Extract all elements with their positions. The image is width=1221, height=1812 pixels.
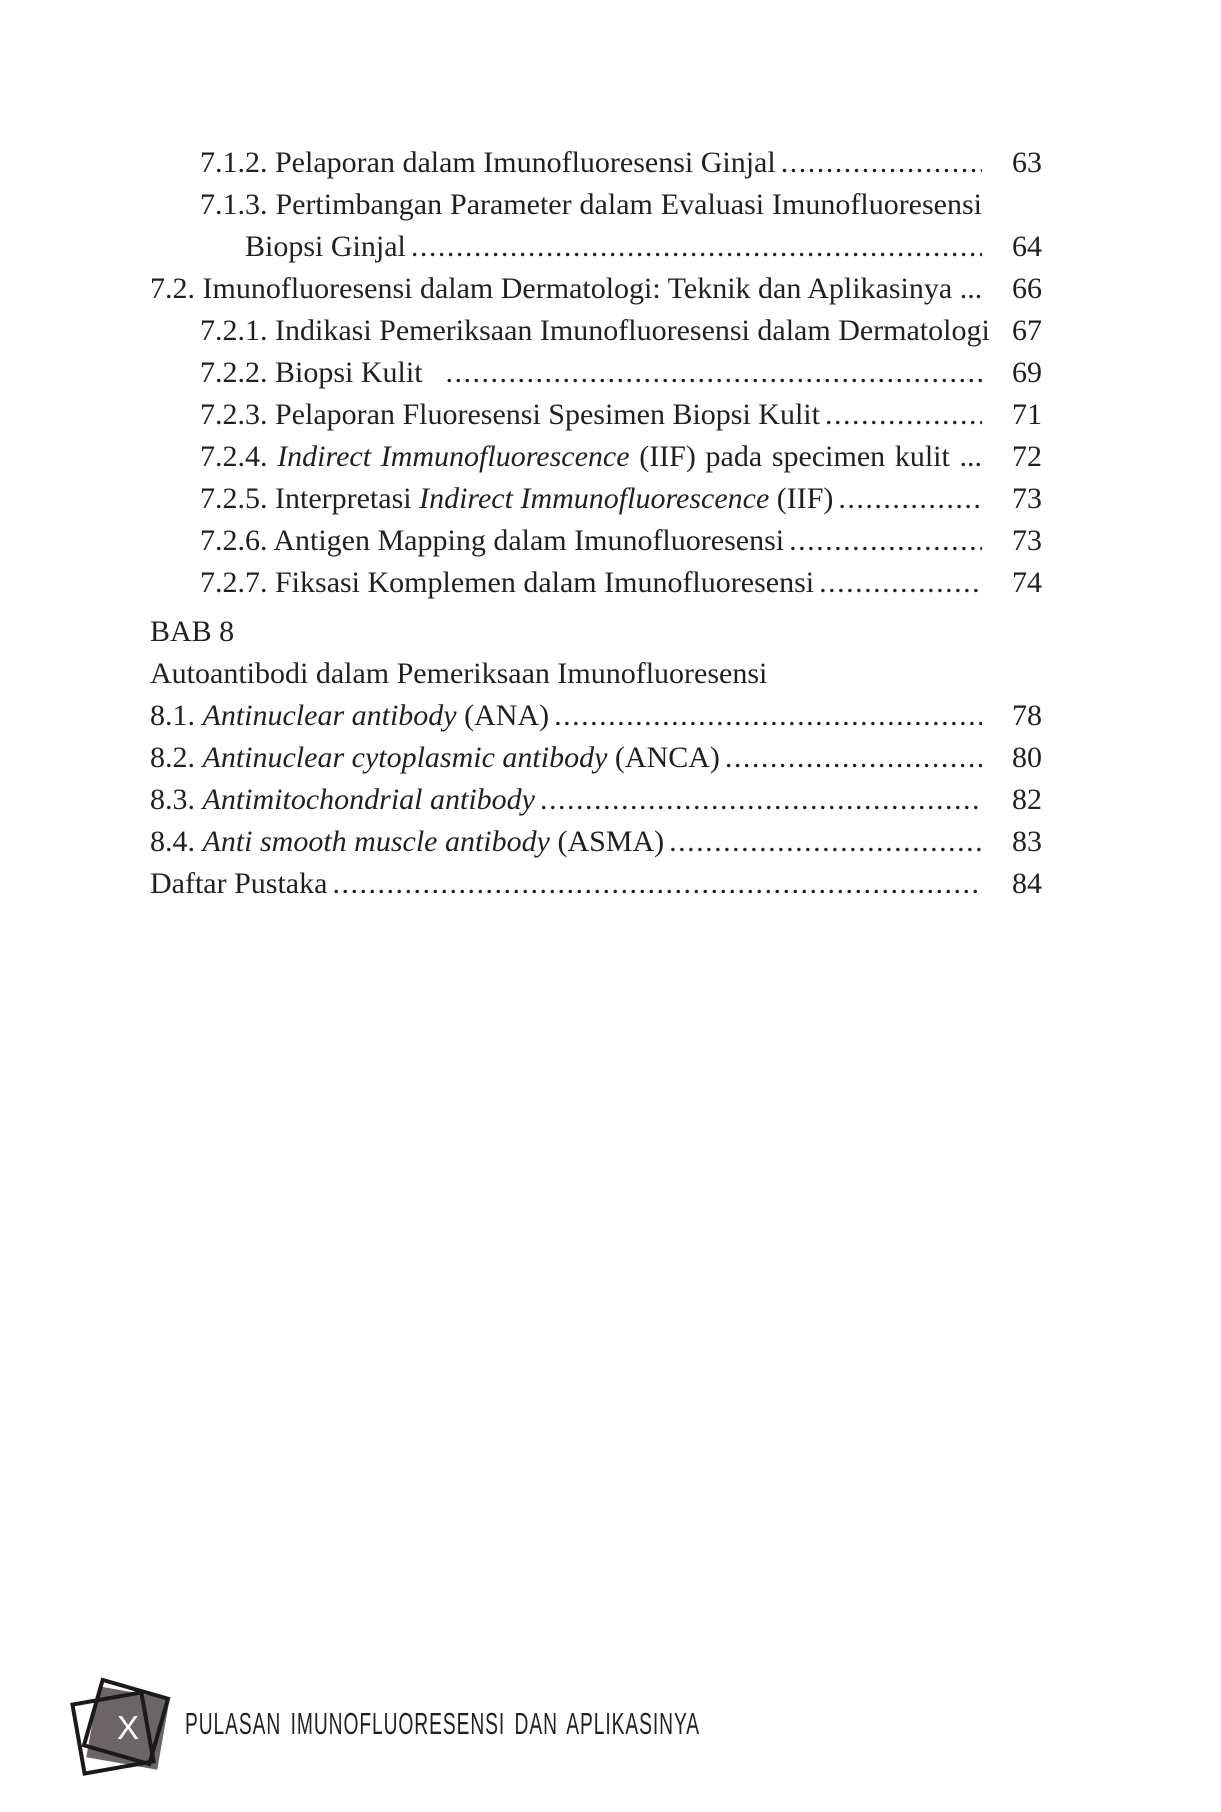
toc-entry-text: 7.2.6. Antigen Mapping dalam Imunofluoresensi bbox=[200, 524, 785, 557]
toc-entry bbox=[150, 436, 1042, 478]
toc-entry-text: 7.1.3. Pertimbangan Parameter dalam Evaluasi Imunofluoresensi bbox=[200, 188, 982, 221]
toc-entry bbox=[150, 520, 1042, 562]
toc-entry-text: Biopsi Ginjal bbox=[245, 230, 406, 263]
toc-page-number: 72 bbox=[1012, 440, 1042, 473]
toc-entry bbox=[150, 184, 1042, 226]
running-title: PULASAN IMUNOFLUORESENSI DAN APLIKASINYA bbox=[185, 1706, 701, 1741]
toc-entry-text: 7.2. Imunofluoresensi dalam Dermatologi: Teknik dan Aplikasinya ... bbox=[150, 272, 983, 305]
toc-page-number: 78 bbox=[1012, 699, 1042, 732]
toc-entry-text: 7.2.1. Indikasi Pemeriksaan Imunofluoresensi dalam Dermatologi bbox=[200, 314, 990, 347]
toc-entry-text: 7.2.3. Pelaporan Fluoresensi Spesimen Biopsi Kulit bbox=[200, 398, 820, 431]
toc-entry-text: 7.2.4. Indirect Immunofluorescence (IIF) pada specimen kulit ... bbox=[200, 440, 983, 473]
toc-page-number: 84 bbox=[1012, 867, 1042, 900]
dot-leader bbox=[720, 737, 982, 779]
dot-leader bbox=[814, 562, 982, 604]
toc-entry bbox=[150, 695, 1042, 737]
dot-leader bbox=[776, 142, 982, 184]
toc-page-number: 67 bbox=[1012, 314, 1042, 347]
toc-entry-text: 7.2.7. Fiksasi Komplemen dalam Imunofluoresensi bbox=[200, 566, 815, 599]
toc-entry-text: Daftar Pustaka bbox=[150, 867, 328, 900]
dot-leader bbox=[535, 779, 982, 821]
chapter-heading-text: Autoantibodi dalam Pemeriksaan Imunofluoresensi bbox=[150, 657, 768, 690]
table-of-contents bbox=[150, 142, 1042, 905]
toc-entry-text: 7.2.5. Interpretasi Indirect Immunofluorescence (IIF) bbox=[200, 482, 834, 515]
toc-entry-text: 8.3. Antimitochondrial antibody bbox=[150, 783, 535, 816]
page-number-roman: X bbox=[116, 1709, 139, 1746]
toc-entry bbox=[150, 737, 1042, 779]
dot-leader bbox=[327, 863, 982, 905]
chapter-heading-text: BAB 8 bbox=[150, 615, 235, 648]
dot-leader bbox=[784, 520, 982, 562]
dot-leader bbox=[423, 352, 982, 394]
toc-entry bbox=[150, 779, 1042, 821]
toc-page-number: 73 bbox=[1012, 524, 1042, 557]
toc-page-number: 71 bbox=[1012, 398, 1042, 431]
dot-leader bbox=[833, 478, 982, 520]
footer-logo bbox=[72, 1678, 184, 1798]
toc-entry-text: 7.2.2. Biopsi Kulit bbox=[200, 356, 423, 389]
toc-entry bbox=[150, 394, 1042, 436]
page-footer bbox=[0, 1670, 1221, 1812]
toc-page-number: 64 bbox=[1012, 230, 1042, 263]
toc-page-number: 74 bbox=[1012, 566, 1042, 599]
dot-leader bbox=[406, 226, 982, 268]
toc-entry bbox=[150, 863, 1042, 905]
toc-page-number: 82 bbox=[1012, 783, 1042, 816]
toc-page-number: 69 bbox=[1012, 356, 1042, 389]
toc-entry bbox=[150, 352, 1042, 394]
chapter-heading bbox=[150, 611, 1042, 653]
toc-page-number: 80 bbox=[1012, 741, 1042, 774]
toc-entry-text: 8.2. Antinuclear cytoplasmic antibody (ANCA) bbox=[150, 741, 720, 774]
dot-leader bbox=[664, 821, 982, 863]
toc-page-number: 73 bbox=[1012, 482, 1042, 515]
toc-entry-text: 7.1.2. Pelaporan dalam Imunofluoresensi Ginjal bbox=[200, 146, 776, 179]
toc-entry bbox=[150, 821, 1042, 863]
dot-leader bbox=[820, 394, 982, 436]
toc-entry-text: 8.1. Antinuclear antibody (ANA) bbox=[150, 699, 550, 732]
toc-entry bbox=[150, 562, 1042, 604]
toc-page-number: 66 bbox=[1012, 272, 1042, 305]
dot-leader bbox=[549, 695, 982, 737]
toc-entry bbox=[150, 226, 1042, 268]
chapter-heading bbox=[150, 653, 1042, 695]
toc-entry bbox=[150, 268, 1042, 310]
toc-page-number: 63 bbox=[1012, 146, 1042, 179]
toc-entry-text: 8.4. Anti smooth muscle antibody (ASMA) bbox=[150, 825, 665, 858]
toc-entry bbox=[150, 142, 1042, 184]
toc-entry bbox=[150, 310, 1042, 352]
toc-page-number: 83 bbox=[1012, 825, 1042, 858]
toc-entry bbox=[150, 478, 1042, 520]
